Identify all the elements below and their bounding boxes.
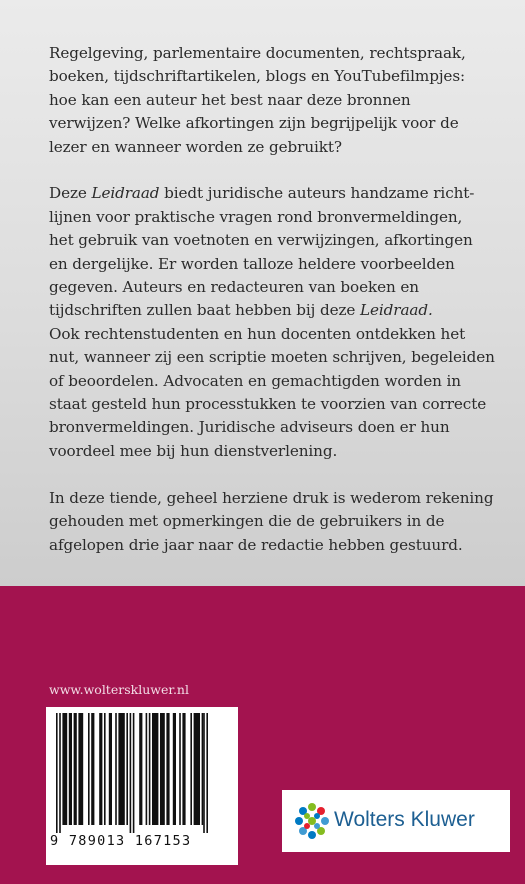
text-run: Deze (49, 184, 92, 203)
text-line: gegeven. Auteurs en redacteuren van boeken en (49, 278, 419, 297)
barcode-bar (206, 713, 208, 833)
text-line: Regelgeving, parlementaire documenten, rechtspraak, (49, 44, 466, 62)
text-line: het gebruik van voetnoten en verwijzingen, afkortingen (49, 231, 473, 250)
text-line: verwijzen? Welke afkortingen zijn begrijpelijk voor de (49, 114, 459, 133)
barcode-bar (74, 713, 77, 825)
text-line: hoe kan een auteur het best naar deze bronnen (49, 90, 411, 109)
italic-title: Leidraad (91, 184, 160, 203)
barcode-bar (152, 713, 158, 825)
barcode-bars (56, 713, 228, 833)
text-line: bronvermeldingen. Juridische adviseurs doen er hun (49, 418, 450, 437)
text-line: nut, wanneer zij een scriptie moeten schrijven, begeleiden (49, 348, 495, 367)
text-line: gehouden met opmerkingen die de gebruikers in de (49, 512, 445, 531)
paragraph-3 (49, 487, 494, 557)
text-line: lijnen voor praktische vragen rond bronvermeldingen, (49, 207, 463, 226)
barcode-bar (203, 713, 205, 833)
publisher-logo (282, 790, 510, 852)
text-line: lezer en wanneer worden ze gebruikt? (49, 137, 342, 156)
barcode-bar (109, 713, 112, 825)
barcode-bar (146, 713, 148, 825)
publisher-name: Wolters Kluwer (334, 808, 475, 831)
isbn-barcode (46, 707, 238, 865)
barcode-bar (88, 713, 90, 825)
barcode-bar (133, 713, 135, 833)
isbn-digits: 9 789013 167153 (50, 833, 192, 849)
barcode-bar (126, 713, 128, 825)
barcode-bar (99, 713, 102, 825)
text-line: boeken, tijdschriftartikelen, blogs en YouTubefilmpjes: (49, 67, 466, 86)
barcode-bar (139, 713, 142, 825)
blurb (49, 42, 495, 580)
barcode-bar (166, 713, 169, 825)
paragraph-2 (49, 182, 495, 463)
barcode-bar (69, 713, 72, 825)
text-line: staat gesteld hun processtukken te voorzien van correcte (49, 395, 487, 414)
text-run: tijdschriften zullen baat hebben bij deze (49, 301, 361, 320)
website-link[interactable]: www.wolterskluwer.nl (49, 682, 189, 697)
text-line (49, 299, 489, 322)
text-line: Ook rechtenstudenten en hun docenten ontdekken het (49, 324, 466, 343)
text-line (49, 182, 489, 205)
text-line: In deze tiende, geheel herziene druk is wederom rekening (49, 488, 494, 507)
text-line: of beoordelen. Advocaten en gemachtigden worden in (49, 371, 461, 390)
barcode-bar (59, 713, 61, 833)
barcode-bar (56, 713, 58, 833)
barcode-bar (115, 713, 117, 825)
barcode-bar (104, 713, 106, 825)
barcode-bar (149, 713, 151, 825)
barcode-bar (118, 713, 124, 825)
barcode-bar (78, 713, 83, 825)
barcode-bar (160, 713, 165, 825)
italic-title: Leidraad. (360, 301, 433, 320)
wolters-kluwer-logo-icon (294, 802, 330, 840)
barcode-bar (62, 713, 67, 825)
text-line: afgelopen drie jaar naar de redactie hebben gestuurd. (49, 535, 463, 554)
text-run: biedt juridische auteurs handzame richt- (159, 184, 475, 203)
barcode-bar (179, 713, 181, 825)
text-line: en dergelijke. Er worden talloze heldere voorbeelden (49, 254, 455, 273)
barcode-bar (91, 713, 94, 825)
barcode-bar (173, 713, 176, 825)
barcode-bar (130, 713, 132, 833)
barcode-bar (194, 713, 200, 825)
paragraph-1 (49, 42, 489, 159)
barcode-bar (190, 713, 192, 825)
text-line: voordeel mee bij hun dienstverlening. (49, 441, 338, 460)
barcode-bar (202, 713, 204, 825)
barcode-bar (182, 713, 185, 825)
